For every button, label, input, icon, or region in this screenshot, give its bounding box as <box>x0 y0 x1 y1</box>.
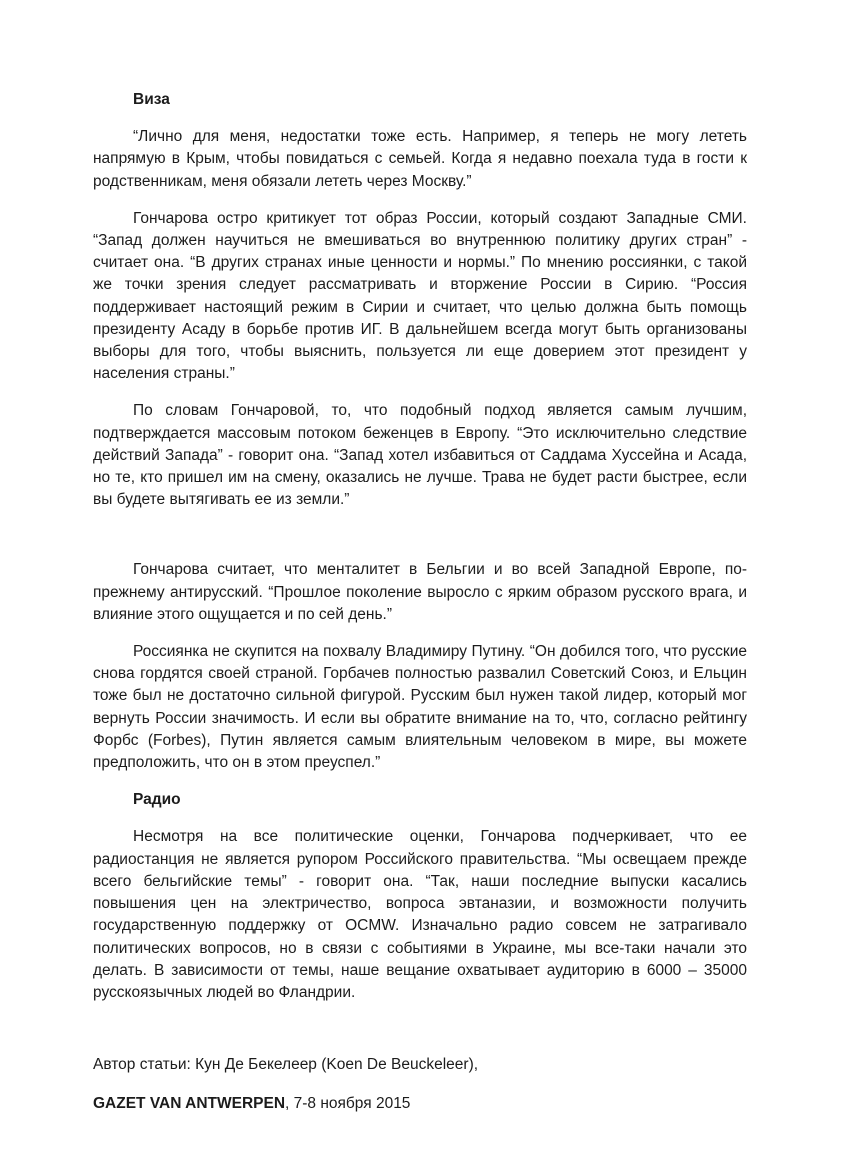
para-visa-quote: “Лично для меня, недостатки тоже есть. Например, я теперь не могу лететь напрямую в Крым, чтобы повидаться с семьей. Когда я недавно поехала туда в гости к родственникам, меня обязали лететь через Москву.” <box>93 128 747 190</box>
source-name: GAZET VAN ANTWERPEN <box>93 1095 286 1113</box>
source-line <box>93 1093 747 1115</box>
heading-radio: Радио <box>133 791 181 809</box>
para-refugees: По словам Гончаровой, то, что подобный подход является самым лучшим, подтверждается массовым потоком беженцев в Европу. “Это исключительно следствие действий Запада” - говорит она. “Запад хотел избавиться от Саддама Хуссейна и Асада, но те, кто пришел им на смену, оказались не лучше. Трава не будет расти быстрее, если вы будете вытягивать ее из земли.” <box>93 402 747 509</box>
para-putin-praise: Россиянка не скупится на похвалу Владимиру Путину. “Он добился того, что русские снова гордятся своей страной. Горбачев полностью развалил Советский Союз, и Ельцин тоже был не достаточно сильной фигурой. Русским был нужен такой лидер, который мог вернуть России значимость. И если вы обратите внимание на то, что, согласно рейтингу Форбс (Forbes), Путин является самым влиятельным человеком в мире, вы можете предположить, что он в этом преуспел.” <box>93 643 747 772</box>
para-radio-station: Несмотря на все политические оценки, Гончарова подчеркивает, что ее радиостанция не является рупором Российского правительства. “Мы освещаем прежде всего бельгийские темы” - говорит она. “Так, наши последние выпуски касались повышения цен на электричество, вопроса эвтаназии, и возможности получить государственную поддержку от OCMW. Изначально радио совсем не затрагивало политических вопросов, но в связи с событиями в Украине, мы все-таки начали это делать. В зависимости от темы, наше вещание охватывает аудиторию в 6000 – 35000 русскоязычных людей во Фландрии. <box>93 828 747 1001</box>
source-date: , 7-8 ноября 2015 <box>285 1095 411 1113</box>
article-body <box>93 89 747 1116</box>
author-line: Автор статьи: Кун Де Бекелеер (Koen De Beuckeleer), <box>93 1056 479 1074</box>
article-footer <box>93 1054 747 1115</box>
para-mentality: Гончарова считает, что менталитет в Бельгии и во всей Западной Европе, по-прежнему антирусский. “Прошлое поколение выросло с ярким образом русского врага, и влияние этого ощущается и по сей день.” <box>93 561 747 623</box>
para-western-media: Гончарова остро критикует тот образ России, который создают Западные СМИ. “Запад должен научиться не вмешиваться во внутреннюю политику других стран” - считает она. “В других странах иные ценности и нормы.” По мнению россиянки, с такой же точки зрения следует рассматривать и вторжение России в Сирию. “Россия поддерживает настоящий режим в Сирии и считает, что целью должна быть помощь президенту Асаду в борьбе против ИГ. В дальнейшем всегда могут быть организованы выборы для того, чтобы выяснить, пользуется ли еще доверием этот президент у населения страны.” <box>93 209 747 383</box>
heading-visa: Виза <box>133 91 170 108</box>
